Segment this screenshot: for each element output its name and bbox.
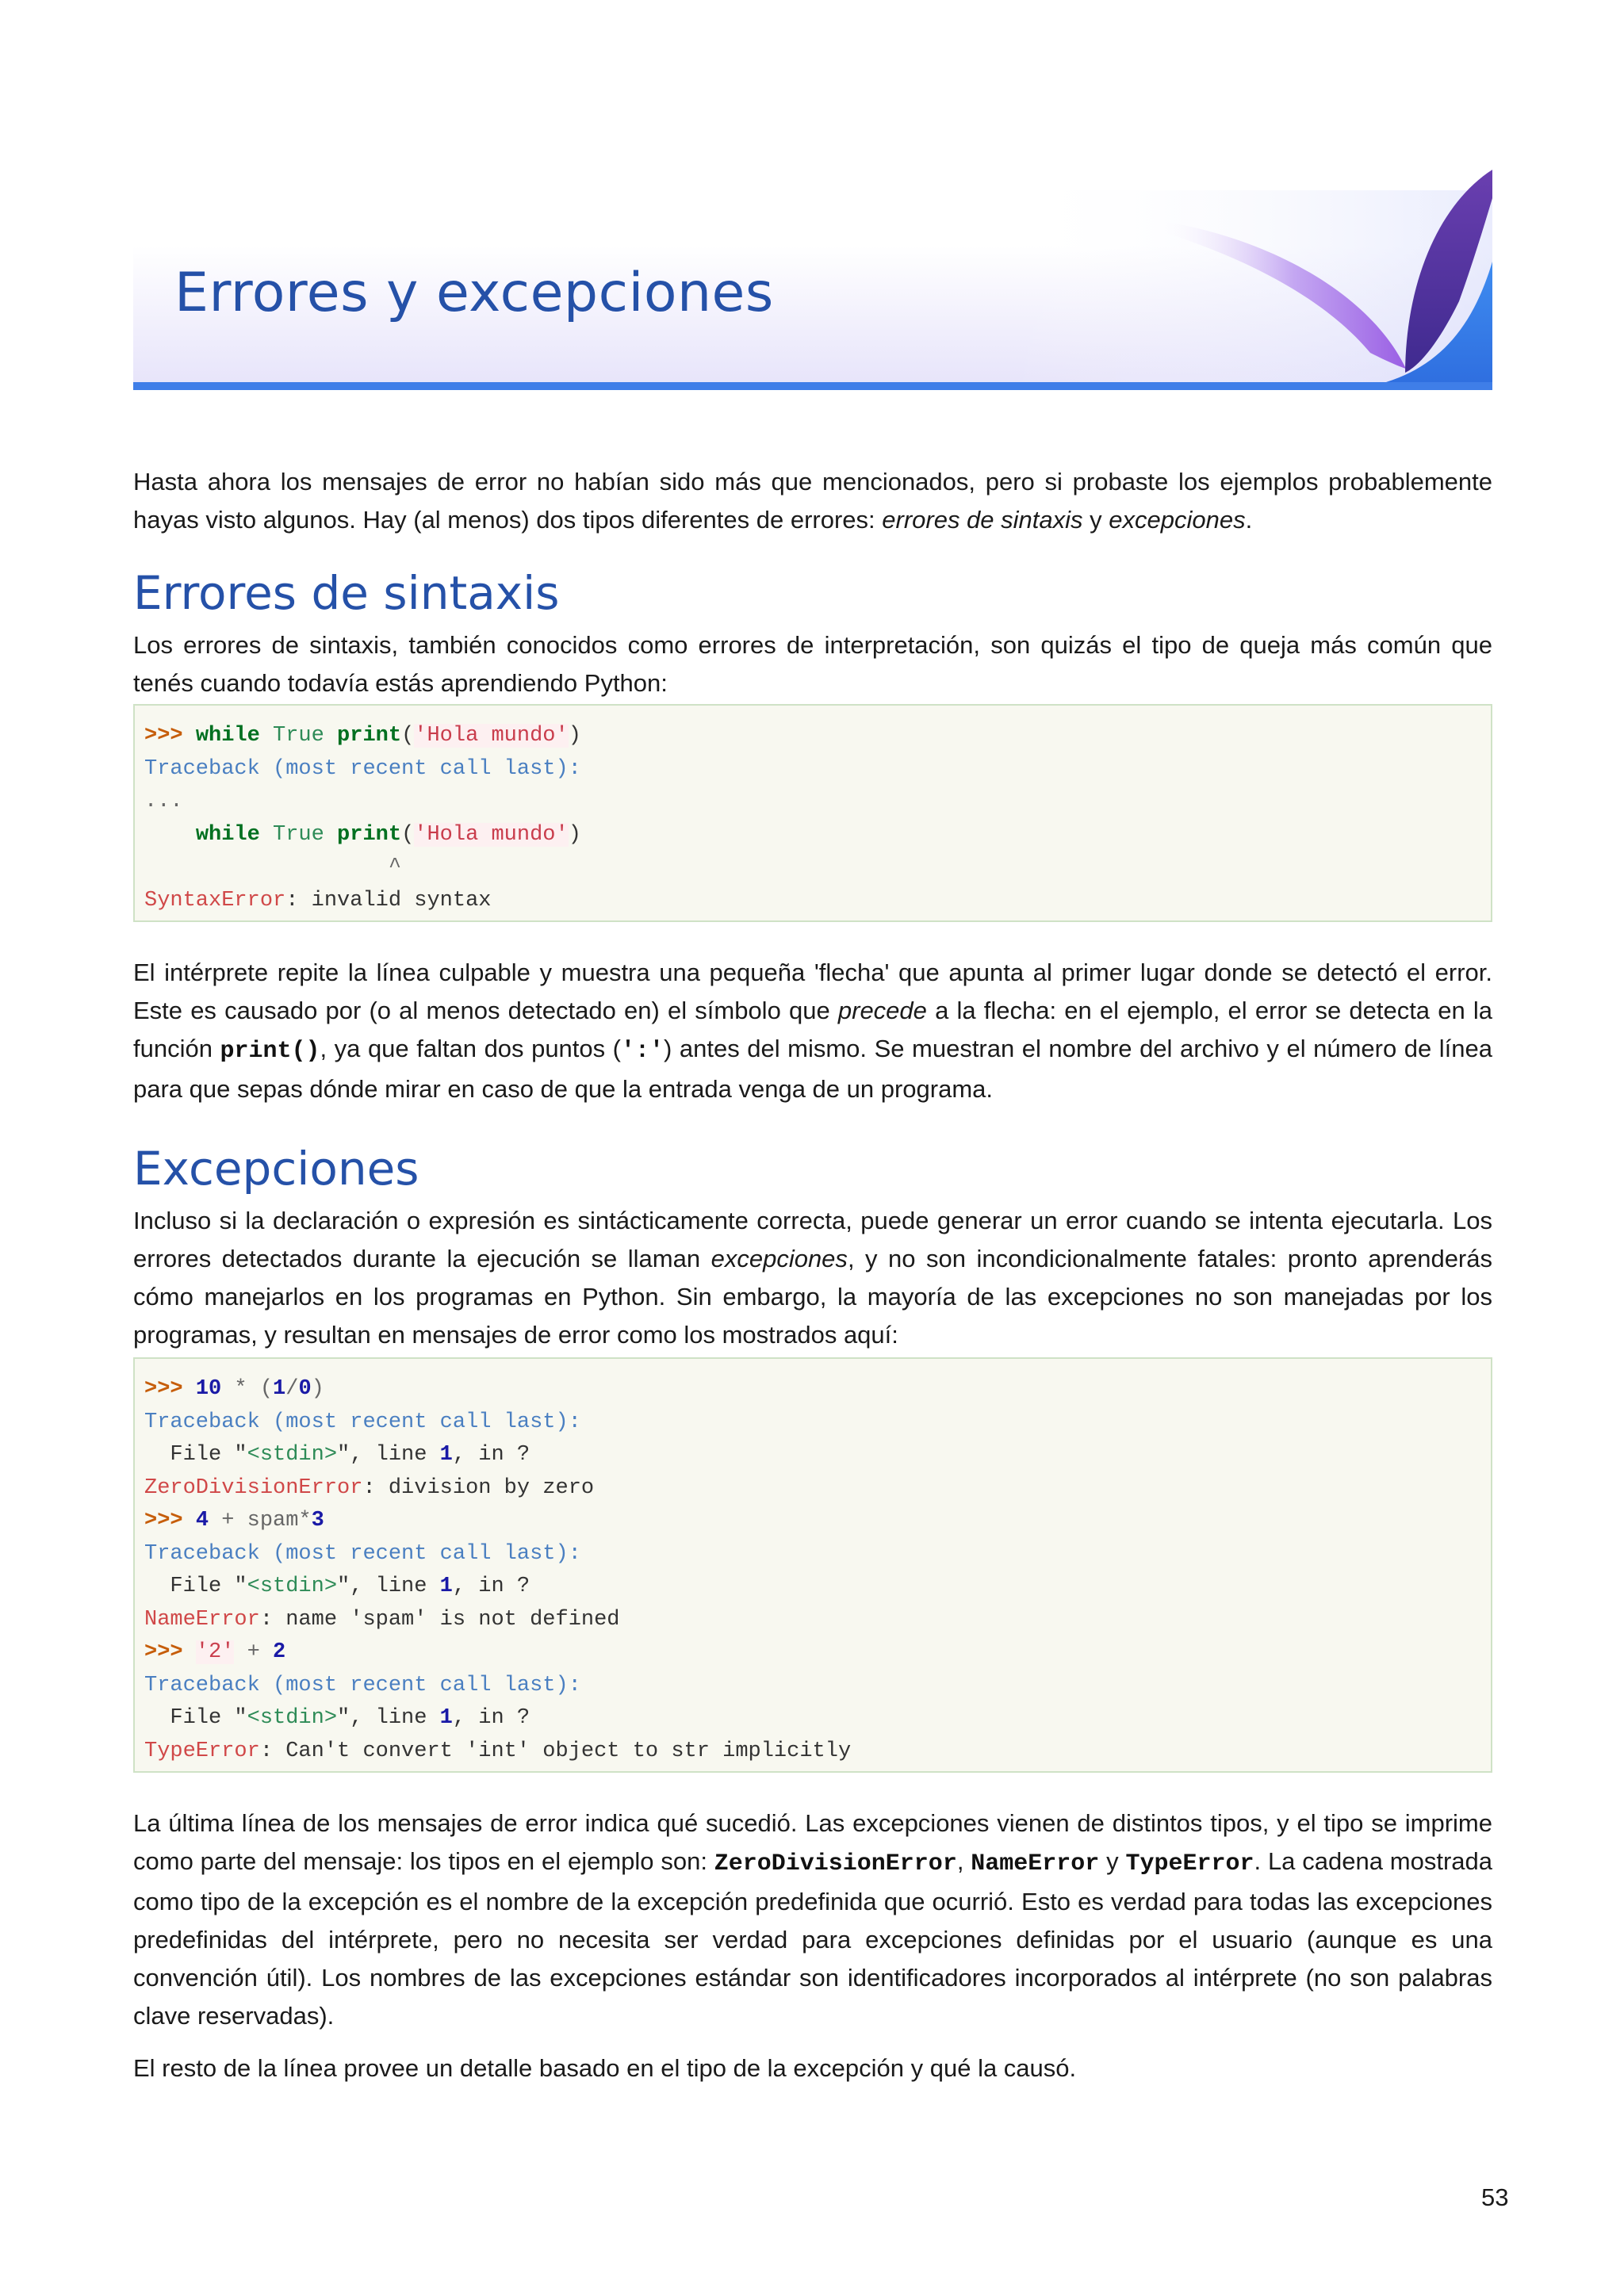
- code-constant: True: [259, 822, 338, 847]
- code-number: 10: [195, 1377, 222, 1401]
- code-number: 1: [439, 1443, 453, 1467]
- syntax-code-block: [133, 704, 1492, 922]
- code-text: ", line: [337, 1575, 440, 1598]
- inline-code: ':': [621, 1038, 665, 1065]
- intro-text: Hasta ahora los mensajes de error no habían sido más que mencionados, pero si probaste los ejemplos probablemente hayas visto algunos. Hay (al menos) dos tipos diferentes de errores:: [133, 468, 1492, 534]
- code-text: , in ?: [452, 1706, 530, 1730]
- code-line: [144, 720, 1481, 753]
- code-operator: + spam*: [209, 1509, 312, 1533]
- code-line: [144, 1702, 1481, 1735]
- para-text: ) antes del mismo. Se muestran el nombre del archivo y el número de línea para que sepas dónde mirar en caso de que la entrada venga de un programa.: [133, 1035, 1492, 1103]
- para-text: El intérprete repite la línea culpable y muestra una pequeña 'flecha' que apunta al primer lugar donde se detectó el error. Este es causado por (o al menos detectado en) el símbolo que: [133, 959, 1492, 1024]
- para-text: y: [1099, 1847, 1126, 1875]
- para-em: excepciones: [710, 1245, 848, 1272]
- code-line: Traceback (most recent call last):: [144, 756, 581, 781]
- para-em: precede: [837, 997, 927, 1024]
- code-keyword: while: [195, 822, 260, 847]
- code-punct: (: [401, 724, 415, 748]
- code-builtin: print: [337, 724, 402, 748]
- code-line-caret: ^: [144, 855, 402, 879]
- code-punct: ): [568, 724, 581, 748]
- code-keyword: while: [195, 724, 260, 748]
- code-number: 1: [439, 1575, 453, 1598]
- code-number: 1: [273, 1377, 286, 1401]
- code-operator: * (: [221, 1377, 274, 1401]
- code-operator: ): [311, 1377, 324, 1401]
- syntax-explanation-paragraph: [133, 954, 1492, 1108]
- para-text: Incluso si la declaración o expresión es sintácticamente correcta, puede generar un error cuando se intenta ejecutarla. Los errores detectados durante la ejecución se llaman: [133, 1207, 1492, 1272]
- code-line: [144, 1735, 1481, 1769]
- code-line: Traceback (most recent call last):: [144, 1410, 581, 1434]
- code-line: ...: [144, 790, 183, 813]
- code-line: [144, 1636, 1481, 1670]
- intro-em-exceptions: excepciones: [1109, 506, 1246, 534]
- code-error-message: : name 'spam' is not defined: [259, 1607, 620, 1632]
- chapter-title: Errores y excepciones: [174, 262, 774, 324]
- code-line: Traceback (most recent call last):: [144, 1541, 581, 1566]
- intro-text: .: [1245, 506, 1253, 534]
- para-text: , y no son incondicionalmente fatales: pronto aprenderás cómo manejarlos en los programas en Python. Sin embargo, la mayoría de las excepciones no son manejadas por los programas, y resultan en mensajes de error como los mostrados aquí:: [133, 1245, 1492, 1349]
- code-text: , in ?: [452, 1443, 530, 1467]
- exceptions-paragraph: [133, 1202, 1492, 1354]
- code-text: ", line: [337, 1706, 440, 1730]
- intro-text: y: [1082, 506, 1109, 534]
- code-line: [144, 1439, 1481, 1472]
- code-line: [144, 1604, 1481, 1637]
- inline-code: print(): [220, 1038, 320, 1065]
- code-string: 'Hola mundo': [414, 822, 569, 847]
- code-number: 3: [311, 1509, 324, 1533]
- code-error-name: NameError: [144, 1607, 260, 1632]
- exceptions-detail-paragraph: El resto de la línea provee un detalle basado en el tipo de la excepción y qué la causó.: [133, 2054, 1077, 2082]
- code-error-name: TypeError: [144, 1739, 260, 1763]
- para-text: a la flecha: en el ejemplo, el error se detecta en la función: [133, 997, 1492, 1062]
- syntax-paragraph: Los errores de sintaxis, también conocidos como errores de interpretación, son quizás el tipo de queja más común que tenés cuando todavía estás aprendiendo Python:: [133, 631, 1492, 697]
- code-number: 1: [439, 1706, 453, 1730]
- section-heading-syntax: Errores de sintaxis: [133, 566, 560, 620]
- code-error-name: SyntaxError: [144, 888, 286, 913]
- code-operator: /: [285, 1377, 299, 1401]
- section-heading-exceptions: Excepciones: [133, 1142, 419, 1196]
- code-line: [144, 1571, 1481, 1604]
- inline-code: TypeError: [1125, 1850, 1254, 1877]
- code-string: <stdin>: [247, 1706, 338, 1730]
- code-string: <stdin>: [247, 1443, 338, 1467]
- intro-paragraph: [133, 463, 1492, 539]
- para-text: , ya que faltan dos puntos (: [320, 1035, 622, 1062]
- code-prompt: >>>: [144, 724, 196, 748]
- page-number: 53: [1481, 2183, 1509, 2211]
- code-line: [144, 1472, 1481, 1506]
- code-error-name: ZeroDivisionError: [144, 1475, 363, 1500]
- code-text: File ": [144, 1575, 247, 1598]
- code-line: [144, 885, 1481, 918]
- code-text: , in ?: [452, 1575, 530, 1598]
- inline-code: NameError: [971, 1850, 1100, 1877]
- code-builtin: print: [337, 822, 402, 847]
- code-string: '2': [195, 1640, 235, 1664]
- code-text: File ": [144, 1443, 247, 1467]
- code-number: 4: [195, 1509, 209, 1533]
- code-punct: ): [568, 822, 581, 847]
- para-text: ,: [956, 1847, 971, 1875]
- code-operator: +: [234, 1640, 274, 1664]
- code-prompt: >>>: [144, 1509, 196, 1533]
- code-error-message: : invalid syntax: [285, 888, 492, 913]
- code-string: 'Hola mundo': [414, 724, 569, 748]
- code-line: [144, 819, 1481, 852]
- code-line: Traceback (most recent call last):: [144, 1673, 581, 1697]
- inline-code: ZeroDivisionError: [714, 1850, 957, 1877]
- code-prompt: >>>: [144, 1640, 196, 1664]
- code-constant: True: [259, 724, 338, 748]
- code-error-message: : division by zero: [362, 1475, 595, 1500]
- code-line: [144, 1505, 1481, 1538]
- code-prompt: >>>: [144, 1377, 196, 1401]
- code-text: ", line: [337, 1443, 440, 1467]
- code-number: 2: [273, 1640, 286, 1664]
- code-indent: [144, 823, 196, 847]
- code-text: File ": [144, 1706, 247, 1730]
- intro-em-syntax: errores de sintaxis: [882, 506, 1083, 534]
- code-punct: (: [401, 822, 415, 847]
- code-error-message: : Can't convert 'int' object to str implicitly: [259, 1739, 852, 1763]
- code-number: 0: [298, 1377, 312, 1401]
- exceptions-code-block: [133, 1357, 1492, 1773]
- para-text: . La cadena mostrada como tipo de la excepción es el nombre de la excepción predefinida que ocurrió. Esto es verdad para todas las excepciones predefinidas del intérprete, pero no necesita ser verdad para excepciones definidas por el usuario (aunque es una convención útil). Los nombres de las excepciones estándar son identificadores incorporados al intérprete (no son palabras clave reservadas).: [133, 1847, 1492, 2030]
- code-line: [144, 1373, 1481, 1406]
- exceptions-explanation-paragraph: [133, 1804, 1492, 2035]
- code-string: <stdin>: [247, 1575, 338, 1598]
- para-text: La última línea de los mensajes de error indica qué sucedió. Las excepciones vienen de distintos tipos, y el tipo se imprime como parte del mensaje: los tipos en el ejemplo son:: [133, 1809, 1492, 1875]
- page-content: [133, 444, 1492, 2087]
